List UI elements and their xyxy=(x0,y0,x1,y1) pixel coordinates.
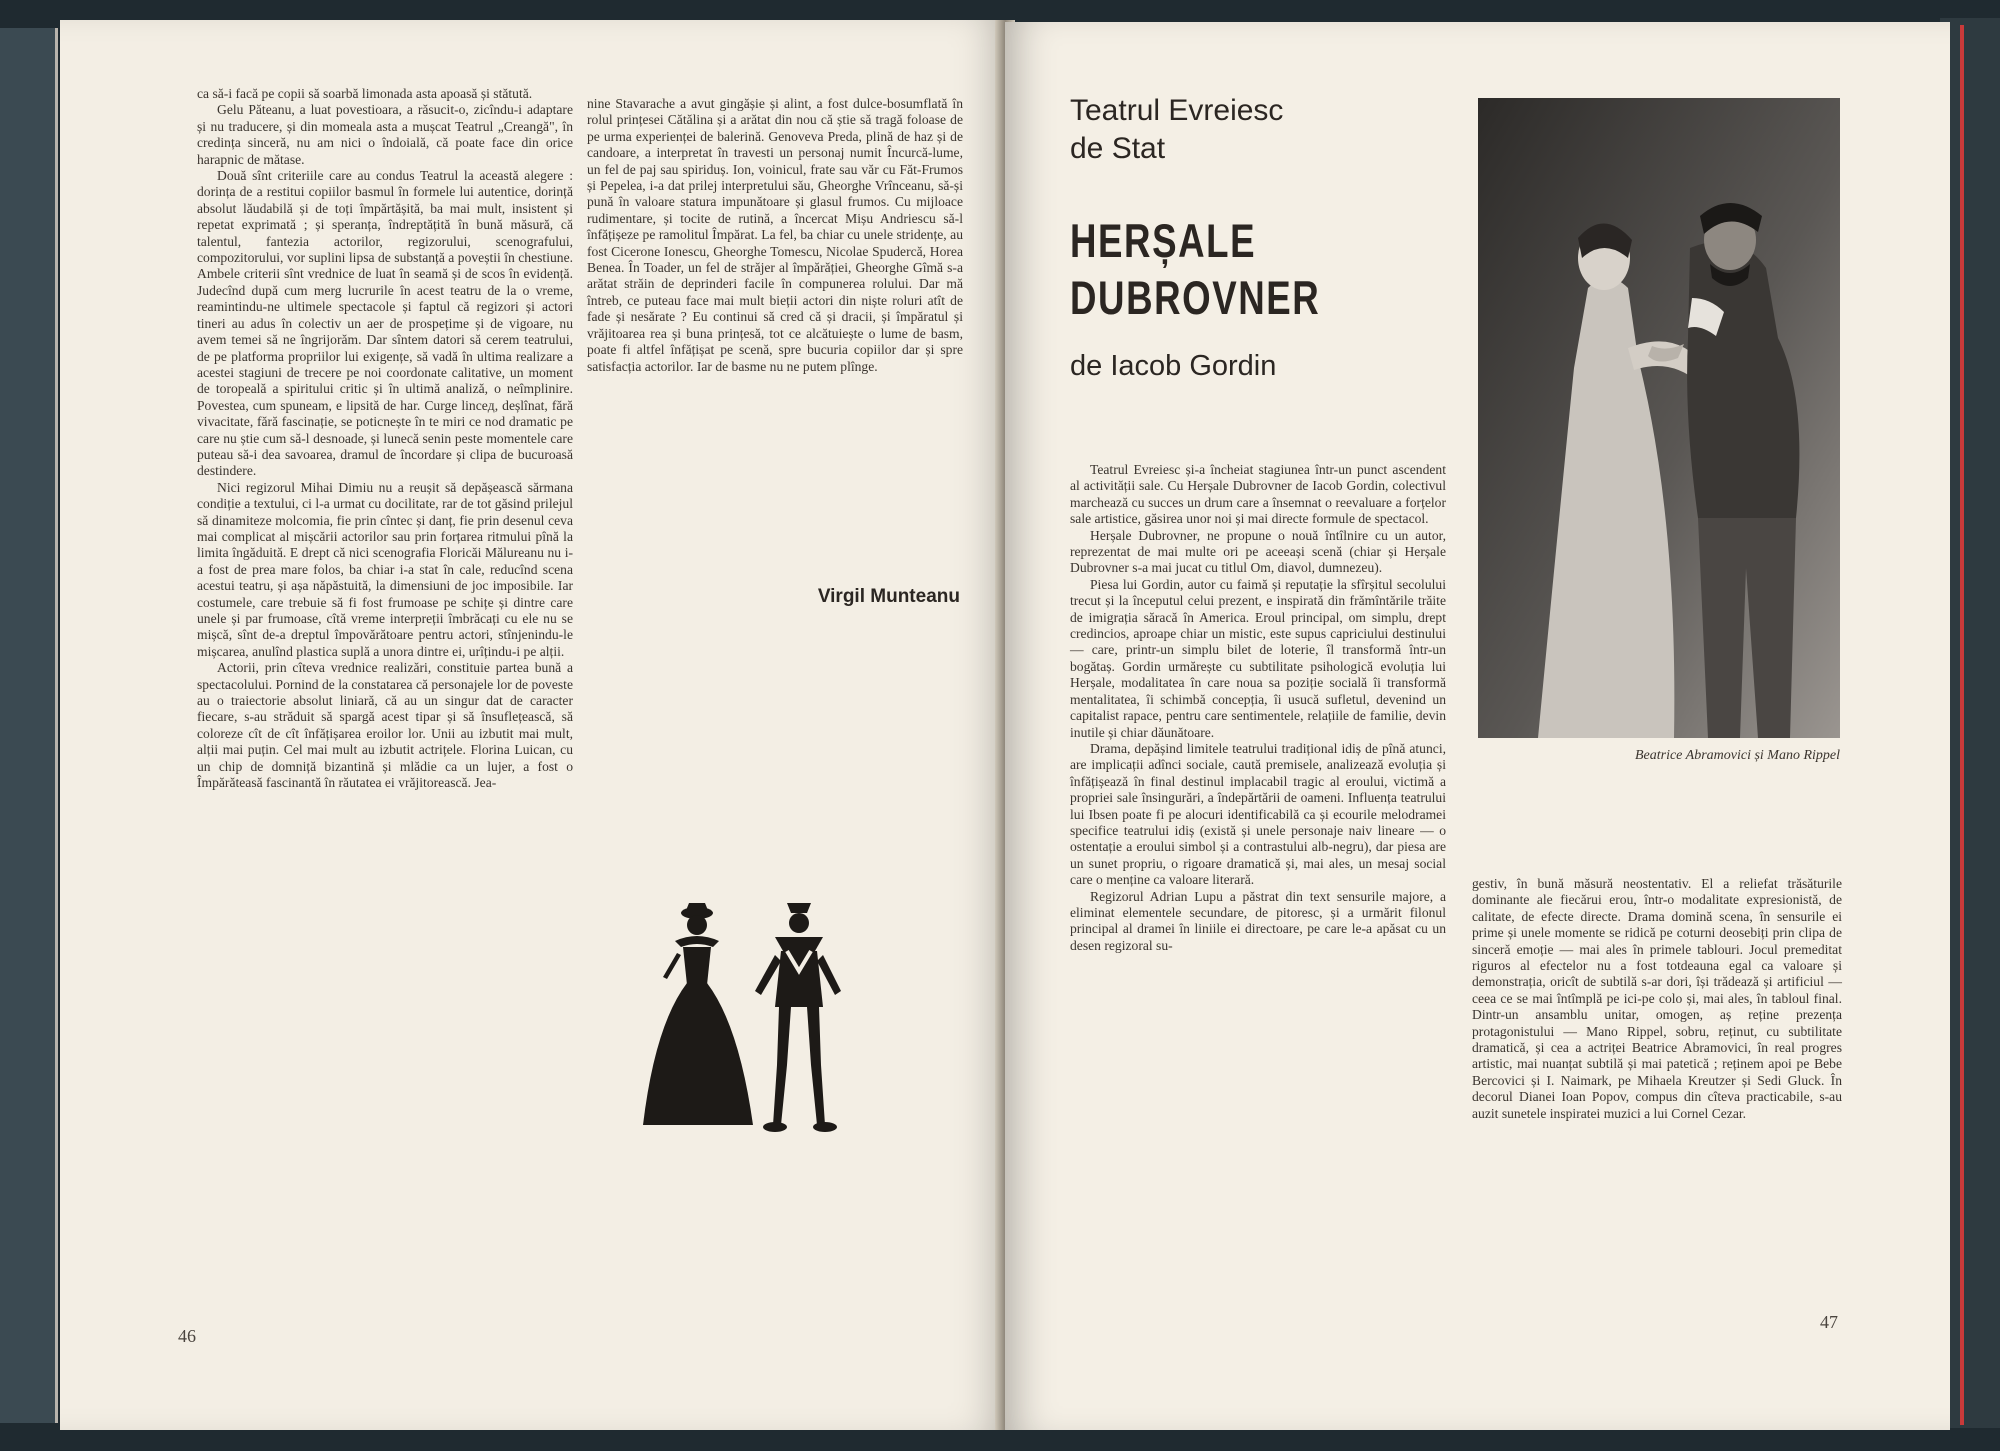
article-signature: Virgil Munteanu xyxy=(817,586,960,607)
paragraph: Regizorul Adrian Lupu a păstrat din text sensurile majore, a eliminat elementele secundare, de pitoresc, și a urmărit filonul principal al dramei în liniile ei directoare, pe care le-a apăsat cu un desen regizoral su- xyxy=(1070,888,1446,953)
theatre-name xyxy=(1070,92,1370,168)
paragraph: gestiv, în bună măsură neostentativ. El a reliefat trăsăturile dominante ale fiecărui erou, într-o modalitate expresionistă, de calitate, de efecte directe. Drama domină scena, în sensurile ei prime și unele momente se ridică pe coturni deosebiți prin clipa de sinceră emoție — mai ales în primele tablouri. Jocul premeditat riguros al efectelor nu a fost totdeauna egal ca valoare și demonstrația, oricît de subtilă s-ar dori, își trădează și artificiul — ceea ce se mai întîmplă pe ici-pe colo și, mai ales, în tabloul final. Dintr-un ansamblu unitar, omogen, aș reține prezența protagonistului — Mano Rippel, sobru, reținut, cu subtilitate dramatică, și cea a actriței Beatrice Abramovici, în real progres artistic, mai nuanțat subtilă și mai patetică ; reținem apoi pe Bebe Bercovici și I. Naimark, pe Mihaela Kreutzer și Sedi Gluck. În decorul Dianei Ioan Popov, compus din cîteva practicabile, s-au auzit sunetele inspiratei muzici a lui Cornel Cezar. xyxy=(1472,876,1842,1121)
paragraph: Gelu Păteanu, a luat povestioara, a răsucit-o, zicîndu-i adaptare și nu traducere, și din momeala asta a mușcat Teatrul „Creangă", în credința sinceră, nu am nici o îndoială, că poate face din orice harapnic de mătase. xyxy=(197,102,573,167)
paragraph: Piesa lui Gordin, autor cu faimă și reputație la sfîrșitul secolului trecut și la începutul celui prezent, e inspirată din frămîntările trăite de imigrația săracă în America. Eroul principal, om simplu, drept credincios, aproape chiar un mistic, este supus capriciului destinului — care, printr-un simplu bilet de loterie, îl transformă într-un bogătaș. Gordin urmărește cu subtilitate psihologică evoluția lui Herșale, modalitatea în care noua sa poziție socială îi transformă mentalitatea, îi schimbă concepția, îi usucă sufletul, devenind un capitalist rapace, pentru care sentimentele, relațiile de familie, devin inutile și chiar dăunătoare. xyxy=(1070,576,1446,740)
paragraph: Două sînt criteriile care au condus Teatrul la această alegere : dorința de a restitui copiilor basmul în formele lui autentice, dorință absolut lăudabilă și de toți împărtășită, ba mai mult, insistent și repetat exprimată ; și speranța, îndreptățită în bună măsură, că talentul, fantezia actorilor, regizorului, scenografului, compozitorului, vor suplini lipsa de substanță a poveștii în chestiune. Ambele criterii sînt vrednice de luat în seamă și de scos în evidență. Judecînd după cum merg lucrurile în acest teatru de la o vreme, reamintindu-ne ultimele spectacole și faptul că regizori și actori tineri au adus în colectiv un aer de prospețime și de vigoare, nu avem temei să ne îngrijorăm. Dar sîntem datori să cerem teatrului, de pe platforma propriilor lui exigențe, să vadă în ultima realizare a acestei stagiuni de trecere pe noi coordonate calitative, un moment de toropeală a spiritului critic și în ultimă analiză, o neîmplinire. Povestea, cum spuneam, e lipsită de har. Curge linceд, deșlînat, fără vivacitate, fără fascinație, se poticnește în te miri ce nod dramatic pe care nu știe cum să-l desnoade, și lunecă senin peste momentele care puteau să-i dea savoarea, dramul de încordare și clipa de bucuroasă destindere. xyxy=(197,168,573,479)
page-number: 47 xyxy=(1820,1312,1838,1332)
book-cover-left-edge xyxy=(0,28,58,1423)
paragraph: Actorii, prin cîteva vrednice realizări, constituie partea bună a spectacolului. Pornind de la constatarea că personajele lor de poveste au o traiectorie absolut liniară, că au un singur dat de caracter fiecare, s-au străduit să spargă acest tipar și să însuflețească, să coloreze cît de cît înfățișarea eroilor lor. Unii au izbutit mai mult, alții mai puțin. Cel mai mult au izbutit actrițele. Florina Luican, cu un chip de domniță bizantină și mlădie ca un lujer, a fost o Împărăteasă fascinantă în răutatea ei vrăjitorească. Jea- xyxy=(197,660,573,791)
left-column-1 xyxy=(197,86,573,791)
right-column-2 xyxy=(1472,876,1842,1122)
left-page xyxy=(60,20,1005,1430)
cover-red-stripe xyxy=(1960,25,1964,1425)
play-title xyxy=(1070,212,1321,326)
play-title-line: DUBROVNER xyxy=(1070,271,1321,324)
stage-photo xyxy=(1478,98,1840,738)
play-author: de Iacob Gordin xyxy=(1070,350,1277,382)
theatre-name-line: Teatrul Evreiesc xyxy=(1070,94,1284,127)
play-title-line: HERȘALE xyxy=(1070,214,1257,267)
paragraph: Teatrul Evreiesc și-a încheiat stagiunea într-un punct ascendent al activității sale. Cu Herșale Dubrovner de Iacob Gordin, colectivul marchează cu succes un drum care a însemnat o reevaluare a forțelor sale artistice, găsirea unor noi și mai directe formule de spectacol. xyxy=(1070,462,1446,527)
page-number: 46 xyxy=(178,1326,196,1346)
theatre-name-line: de Stat xyxy=(1070,132,1166,165)
paragraph: ca să-i facă pe copii să soarbă limonada asta apoasă și stătută. xyxy=(197,86,533,101)
photo-caption: Beatrice Abramovici și Mano Rippel xyxy=(1634,748,1840,763)
paragraph: Herșale Dubrovner, ne propune o nouă întîlnire cu un autor, reprezentat de mai multe ori pe aceeași scenă (chiar și Herșale Dubrovner s-a mai jucat cu titlul Om, diavol, dumnezeu). xyxy=(1070,527,1446,576)
paragraph: Drama, depășind limitele teatrului tradițional idiș de pînă atunci, are implicații adînci sociale, caută premisele, analizează evoluția și înfățișează în final destinul implacabil tragic al eroului, victimă a propriei sale însingurări, a îndepărtării de oameni. Influența teatrului lui Ibsen poate fi pe alocuri identificabilă ca și ecourile melodramei specifice teatrului idiș (există și unele personaje naiv lineare — o ostentație a eroului simbol și a contrastului alb-negru), dar piesa are un sunet propriu, o rigoare dramatică și, mai ales, un mesaj social care o menține ca valoare literară. xyxy=(1070,740,1446,888)
right-column-1 xyxy=(1070,462,1446,954)
paragraph: nine Stavarache a avut gingășie și alint, a fost dulce-bosumflată în rolul prințesei Cătălina și a arătat din nou că știe să tragă foloase de pe urma experienței de balerină. Genoveva Preda, plină de haz și de candoare, a interpretat în travesti un personaj numit Încurcă-lume, un fel de paj sau spiriduș. Ion, voinicul, frate sau văr cu Făt-Frumos și Pepelea, i-a dat prilej interpretului său, Gheorghe Vrînceanu, să-și pună în valoare statura impunătoare și glasul frumos. Cu mijloace rudimentare, și tocite de rutină, a încercat Mișu Andriescu să-l înfățișeze pe ramolitul Împărat. La fel, ba chiar cu unele stridențe, au fost Cicerone Ionescu, Gheorghe Tomescu, Nicolae Spudercă, Horea Benea. În Toader, un fel de străjer al împărăției, Gheorghe Gîmă s-a arătat străin de deprinderi facile în compunerea rolului. Dar mă întreb, ce puteau face mai mult bieții actori din niște roluri atît de fade și nesărate ? Eu continui să cred că și dracii, și împăratul și vrăjitoarea rea și buna prințesă, tot ce alcătuiește o lume de basm, poate fi altfel înfățișat pe scenă, spre bucuria copiilor dar și spre satisfacția actorilor. Iar de basme nu ne putem plînge. xyxy=(587,96,963,374)
silhouette-couple-illustration xyxy=(635,895,865,1135)
paragraph: Nici regizorul Mihai Dimiu nu a reușit să depășească sărmana condiție a textului, ci l-a urmat cu docilitate, rar de tot găsind prilejul să dinamiteze molcomia, fie prin cîntec și danț, fie prin desenul ceva mai complicat al mișcării actorilor sau prin forțarea ritmului pînă la limita îngăduită. E drept că nici scenografia Floricăi Mălureanu nu i-a fost de prea mare folos, ba chiar i-a stat în cale, reducînd scena acestui teatru, și așa năpăstuită, la dimensiuni de joc imposibile. Iar costumele, care trebuie să fi fost frumoase pe schițe și dintre care unele și par frumoase, cîtă vreme interpreții îmbrăcați cu ele nu se mișcă, sînt de-a dreptul împovărătoare pentru actori, stînjenindu-le mișcarea, anulînd plastica suplă a unora dintre ei, urîțindu-i pe alții. xyxy=(197,479,573,659)
left-column-2 xyxy=(587,96,963,375)
